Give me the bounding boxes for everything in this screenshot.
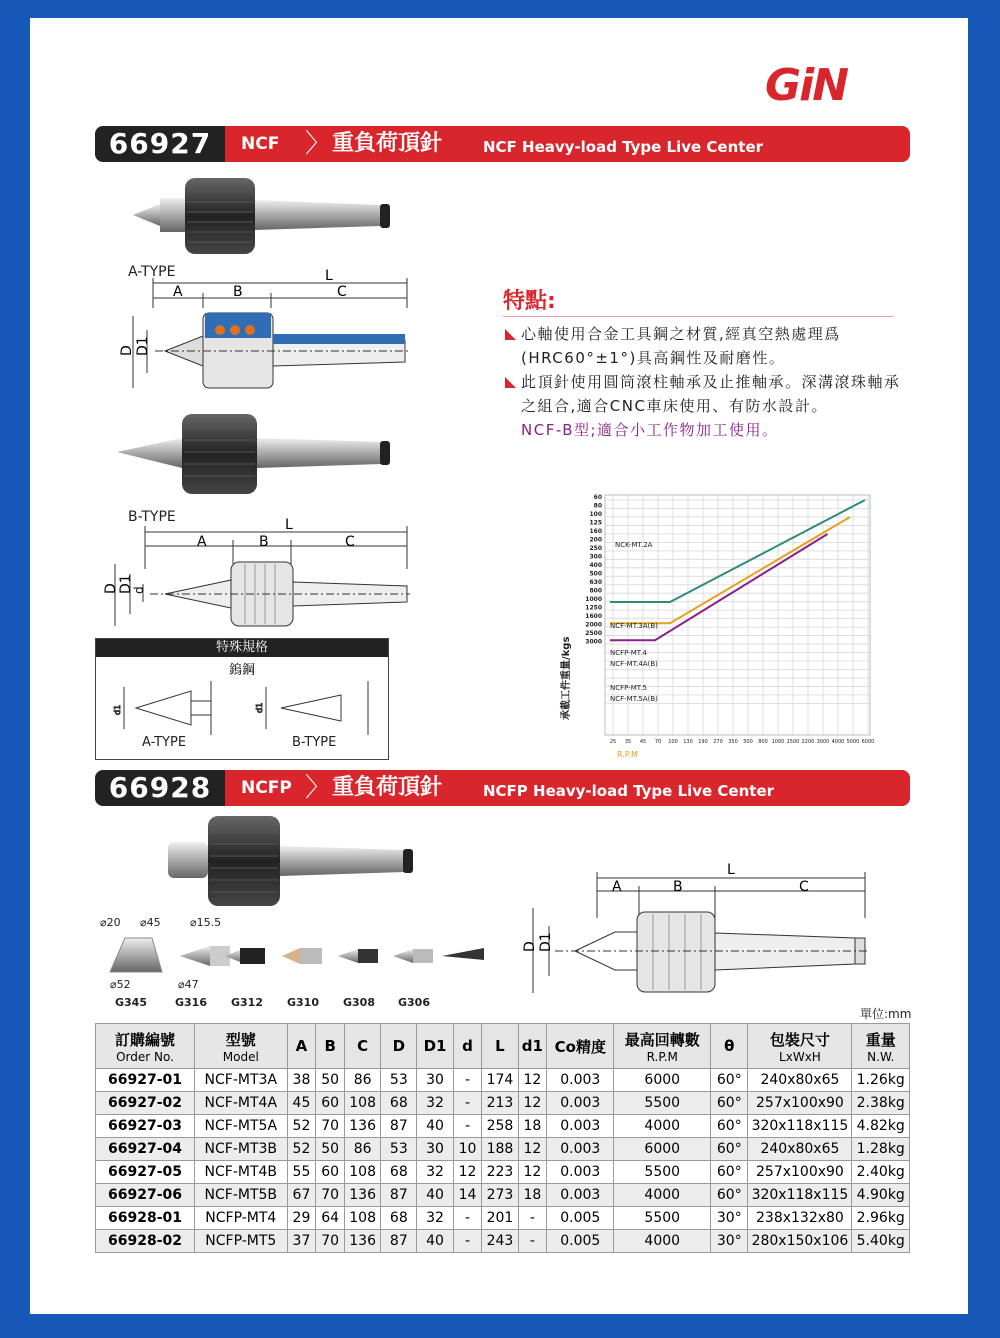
header-sublabel: LxWxH: [779, 1049, 821, 1064]
table-cell: 2.96kg: [852, 1207, 910, 1230]
table-cell: 60: [316, 1092, 345, 1115]
unit-label: 單位:mm: [860, 1007, 912, 1021]
table-cell: -: [453, 1092, 482, 1115]
header-label: B: [324, 1037, 336, 1055]
table-cell: 188: [482, 1138, 518, 1161]
tip-g308: G308: [343, 996, 375, 1009]
table-cell: 0.003: [547, 1161, 614, 1184]
legend-ncf-mt3a: NCF-MT.3A(B): [610, 622, 658, 630]
table-cell: 50: [316, 1138, 345, 1161]
y-tick-label: 2000: [585, 621, 602, 629]
special-spec-box: [95, 638, 389, 760]
section-title-en-2: NCFP Heavy-load Type Live Center: [483, 782, 775, 800]
x-tick-label: 70: [654, 739, 662, 745]
table-cell: 12: [518, 1069, 547, 1092]
y-tick-label: 60: [593, 494, 602, 501]
header-label: 訂購編號: [114, 1030, 175, 1049]
tip-dia20: ⌀20: [100, 916, 121, 929]
table-cell: 273: [482, 1184, 518, 1207]
dim-c: C: [337, 284, 347, 300]
special-spec-material: 鎢鋼: [228, 663, 255, 678]
table-cell: 320x118x115: [748, 1184, 852, 1207]
dim-d1-p: D1: [538, 932, 554, 952]
table-header-4: [345, 1024, 381, 1069]
table-cell: 258: [482, 1115, 518, 1138]
dim-a-p: A: [612, 879, 622, 895]
header-label: 包裝尺寸: [769, 1030, 830, 1049]
section-banner-66928: [95, 770, 910, 806]
dim-l: L: [325, 268, 333, 284]
table-cell: 55: [287, 1161, 316, 1184]
header-label: D: [392, 1037, 406, 1055]
table-cell: 0.005: [547, 1230, 614, 1253]
table-row: [96, 1115, 910, 1138]
table-cell: 201: [482, 1207, 518, 1230]
x-tick-label: 130: [683, 739, 693, 745]
table-cell: 52: [287, 1138, 316, 1161]
y-tick-label: 630: [589, 579, 602, 586]
dim-d1: D1: [135, 336, 151, 356]
header-label: d: [462, 1037, 473, 1055]
table-cell: 30: [417, 1138, 453, 1161]
table-cell: 70: [316, 1230, 345, 1253]
table-cell: 238x132x80: [748, 1207, 852, 1230]
table-cell: 6000: [614, 1138, 711, 1161]
feature-item-1: 心軸使用合金工具鋼之材質,經真空熱處理爲(HRC60°±1°)具高鋼性及耐磨性。: [503, 322, 903, 370]
table-cell: 60°: [711, 1069, 748, 1092]
table-row: [96, 1069, 910, 1092]
chart-xlabel: R.P.M: [617, 750, 638, 759]
table-header-9: [518, 1024, 547, 1069]
dim-d1-b: D1: [118, 574, 134, 594]
table-cell: 53: [381, 1138, 417, 1161]
table-cell: NCF-MT5B: [194, 1184, 287, 1207]
x-tick-label: 190: [698, 739, 708, 745]
table-cell: 240x80x65: [748, 1138, 852, 1161]
table-cell: 240x80x65: [748, 1069, 852, 1092]
y-tick-label: 1250: [585, 604, 602, 612]
legend-nck-mt2a: NCK-MT.2A: [615, 541, 653, 549]
table-header-7: [453, 1024, 482, 1069]
table-cell: -: [453, 1115, 482, 1138]
table-cell: NCF-MT4B: [194, 1161, 287, 1184]
y-tick-label: 1600: [585, 613, 602, 620]
table-cell: 30°: [711, 1230, 748, 1253]
table-cell: 60°: [711, 1161, 748, 1184]
table-cell: 60°: [711, 1092, 748, 1115]
table-cell: 45: [287, 1092, 316, 1115]
table-cell: 66928-02: [96, 1230, 195, 1253]
table-cell: 86: [345, 1069, 381, 1092]
table-cell: 37: [287, 1230, 316, 1253]
dim-a-b: A: [197, 534, 207, 550]
x-tick-label: 1500: [786, 739, 800, 745]
table-cell: 0.003: [547, 1184, 614, 1207]
table-cell: 12: [518, 1092, 547, 1115]
type-a-label: A-TYPE: [128, 264, 176, 280]
section-code-2: NCFP: [241, 778, 292, 798]
table-cell: NCF-MT5A: [194, 1115, 287, 1138]
table-cell: 53: [381, 1069, 417, 1092]
legend-ncfp-mt4: NCFP-MT.4: [610, 649, 647, 657]
table-cell: 30: [417, 1069, 453, 1092]
table-cell: -: [453, 1207, 482, 1230]
dim-b-p: B: [673, 879, 683, 895]
section-banner-66927: [95, 126, 910, 162]
y-tick-label: 200: [589, 536, 602, 544]
table-row: [96, 1092, 910, 1115]
table-row: [96, 1230, 910, 1253]
table-cell: NCFP-MT4: [194, 1207, 287, 1230]
y-tick-label: 160: [589, 528, 602, 535]
table-cell: 280x150x106: [748, 1230, 852, 1253]
table-cell: -: [518, 1230, 547, 1253]
legend-ncf-mt5a: NCF-MT.5A(B): [610, 695, 658, 703]
table-cell: 257x100x90: [748, 1161, 852, 1184]
dim-b: B: [233, 284, 243, 300]
table-cell: 50: [316, 1069, 345, 1092]
table-row: [96, 1161, 910, 1184]
table-cell: 86: [345, 1138, 381, 1161]
table-cell: 68: [381, 1207, 417, 1230]
dim-b-b: B: [259, 534, 269, 550]
header-sublabel: R.P.M: [646, 1049, 678, 1064]
table-cell: 14: [453, 1184, 482, 1207]
table-cell: 136: [345, 1184, 381, 1207]
table-cell: 108: [345, 1207, 381, 1230]
dim-c-b: C: [345, 534, 355, 550]
x-tick-label: 2200: [801, 739, 815, 745]
table-cell: 5500: [614, 1207, 711, 1230]
table-cell: NCF-MT3B: [194, 1138, 287, 1161]
table-cell: 2.38kg: [852, 1092, 910, 1115]
chevron-icon: 〉: [305, 129, 332, 159]
features-title: 特點:: [503, 289, 556, 314]
table-cell: 66927-06: [96, 1184, 195, 1207]
table-cell: 29: [287, 1207, 316, 1230]
table-cell: 4.82kg: [852, 1115, 910, 1138]
feature-note: NCF-B型;適合小工作物加工使用。: [521, 421, 779, 439]
y-tick-label: 400: [589, 562, 602, 569]
dim-a: A: [173, 284, 183, 300]
special-spec-drawing: [106, 679, 386, 737]
table-header-10: [547, 1024, 614, 1069]
legend-ncf-mt4a: NCF-MT.4A(B): [610, 660, 658, 668]
table-cell: -: [518, 1207, 547, 1230]
table-cell: 223: [482, 1161, 518, 1184]
load-rpm-chart: [555, 490, 875, 765]
header-label: Co精度: [554, 1037, 606, 1056]
table-header-3: [316, 1024, 345, 1069]
table-cell: 0.003: [547, 1092, 614, 1115]
table-cell: 66927-02: [96, 1092, 195, 1115]
x-tick-label: 3000: [816, 739, 830, 745]
table-header-0: [96, 1024, 195, 1069]
table-cell: 18: [518, 1115, 547, 1138]
table-cell: 1.26kg: [852, 1069, 910, 1092]
x-tick-label: 500: [743, 739, 753, 745]
table-cell: 70: [316, 1184, 345, 1207]
table-cell: 108: [345, 1092, 381, 1115]
table-cell: 5500: [614, 1092, 711, 1115]
table-cell: 0.003: [547, 1138, 614, 1161]
table-header-12: [711, 1024, 748, 1069]
table-cell: 38: [287, 1069, 316, 1092]
x-tick-label: 350: [728, 739, 738, 745]
x-tick-label: 270: [713, 739, 723, 745]
table-cell: 243: [482, 1230, 518, 1253]
special-d1-b: d1: [255, 702, 264, 713]
dim-d-small: d: [132, 586, 146, 594]
table-row: [96, 1184, 910, 1207]
table-cell: 4.90kg: [852, 1184, 910, 1207]
table-cell: 67: [287, 1184, 316, 1207]
y-tick-label: 1000: [585, 596, 602, 603]
table-cell: 64: [316, 1207, 345, 1230]
chart-ylabel: 承載工件重量/kgs: [561, 636, 572, 720]
tip-g310: G310: [287, 996, 319, 1009]
table-cell: 320x118x115: [748, 1115, 852, 1138]
product-photo-ncfp: [160, 812, 420, 912]
table-header-14: [852, 1024, 910, 1069]
table-cell: 32: [417, 1207, 453, 1230]
table-header-6: [417, 1024, 453, 1069]
dim-d-p: D: [522, 941, 538, 952]
dim-l-p: L: [727, 862, 735, 878]
tip-g316: G316: [175, 996, 207, 1009]
table-header-11: [614, 1024, 711, 1069]
section-title-zh-2: 重負荷頂針: [332, 775, 443, 800]
product-photo-ncf-b: [112, 410, 397, 505]
table-cell: 0.005: [547, 1207, 614, 1230]
header-label: d1: [521, 1037, 543, 1055]
table-header-13: [748, 1024, 852, 1069]
features-divider: [503, 316, 893, 317]
brand-logo: GiN: [765, 60, 848, 111]
tip-dia47: ⌀47: [178, 978, 199, 991]
product-photo-ncf-a: [125, 172, 395, 262]
x-tick-label: 35: [624, 739, 632, 745]
header-label: 型號: [225, 1030, 256, 1049]
table-cell: 66927-03: [96, 1115, 195, 1138]
table-cell: -: [453, 1069, 482, 1092]
type-a-drawing: [95, 268, 425, 393]
table-header-1: [194, 1024, 287, 1069]
chevron-icon: 〉: [305, 773, 332, 803]
table-cell: 10: [453, 1138, 482, 1161]
table-cell: 66927-04: [96, 1138, 195, 1161]
table-row: [96, 1138, 910, 1161]
y-tick-label: 2500: [585, 630, 602, 637]
table-cell: 136: [345, 1230, 381, 1253]
y-tick-label: 3000: [585, 638, 602, 646]
dim-c-p: C: [799, 879, 809, 895]
table-cell: 257x100x90: [748, 1092, 852, 1115]
section-code: NCF: [241, 134, 280, 154]
y-tick-label: 80: [593, 502, 602, 510]
table-cell: 6000: [614, 1069, 711, 1092]
x-tick-label: 800: [758, 739, 768, 745]
header-label: L: [495, 1037, 505, 1055]
table-cell: 1.28kg: [852, 1138, 910, 1161]
x-tick-label: 5000: [846, 739, 860, 745]
table-cell: 5.40kg: [852, 1230, 910, 1253]
x-tick-label: 100: [668, 739, 678, 745]
table-cell: 213: [482, 1092, 518, 1115]
table-cell: 5500: [614, 1161, 711, 1184]
y-tick-label: 300: [589, 553, 602, 561]
table-cell: 0.003: [547, 1069, 614, 1092]
x-tick-label: 4000: [831, 739, 845, 745]
header-label: A: [295, 1037, 308, 1055]
table-cell: 66927-05: [96, 1161, 195, 1184]
dim-l-b: L: [285, 517, 293, 533]
special-d1-a: d1: [113, 704, 122, 715]
table-cell: 18: [518, 1184, 547, 1207]
table-header-2: [287, 1024, 316, 1069]
x-tick-label: 6000: [861, 739, 875, 745]
x-tick-label: 1000: [771, 739, 785, 745]
tip-dia52: ⌀52: [110, 978, 131, 991]
table-cell: 60°: [711, 1138, 748, 1161]
ncfp-drawing: [515, 858, 875, 998]
header-label: D1: [423, 1037, 447, 1055]
table-cell: 32: [417, 1161, 453, 1184]
table-cell: 2.40kg: [852, 1161, 910, 1184]
dim-d: D: [119, 345, 135, 356]
table-cell: 108: [345, 1161, 381, 1184]
table-cell: 66927-01: [96, 1069, 195, 1092]
type-b-label: B-TYPE: [128, 509, 176, 525]
header-label: 重量: [865, 1030, 896, 1049]
table-header-8: [482, 1024, 518, 1069]
type-b-drawing: [95, 514, 425, 634]
header-label: θ: [724, 1037, 735, 1055]
legend-ncfp-mt5: NCFP-MT.5: [610, 684, 647, 692]
section-number: 66927: [95, 126, 225, 162]
table-cell: 60°: [711, 1115, 748, 1138]
table-cell: 40: [417, 1184, 453, 1207]
table-cell: -: [453, 1230, 482, 1253]
table-cell: 30°: [711, 1207, 748, 1230]
table-cell: 40: [417, 1230, 453, 1253]
table-cell: 0.003: [547, 1115, 614, 1138]
features-list: [503, 322, 903, 442]
table-cell: 87: [381, 1184, 417, 1207]
y-tick-label: 250: [589, 545, 602, 552]
header-label: 最高回轉數: [624, 1030, 700, 1049]
y-tick-label: 100: [589, 511, 602, 518]
table-cell: NCF-MT3A: [194, 1069, 287, 1092]
table-cell: 60: [316, 1161, 345, 1184]
table-cell: 87: [381, 1115, 417, 1138]
section-title-zh: 重負荷頂針: [332, 131, 443, 156]
spec-table: [95, 1023, 910, 1253]
table-cell: 60°: [711, 1184, 748, 1207]
tip-dia15-5: ⌀15.5: [190, 916, 222, 929]
tip-g306: G306: [398, 996, 430, 1009]
y-tick-label: 500: [589, 570, 602, 578]
header-sublabel: Model: [222, 1049, 259, 1064]
section-title-en: NCF Heavy-load Type Live Center: [483, 138, 764, 156]
table-cell: NCF-MT4A: [194, 1092, 287, 1115]
special-type-b: B-TYPE: [292, 735, 337, 750]
table-cell: 68: [381, 1161, 417, 1184]
tip-g345: G345: [115, 996, 147, 1009]
table-row: [96, 1207, 910, 1230]
table-cell: 12: [518, 1138, 547, 1161]
header-label: C: [357, 1037, 369, 1055]
x-tick-label: 45: [639, 739, 647, 745]
table-cell: 4000: [614, 1115, 711, 1138]
table-cell: 40: [417, 1115, 453, 1138]
table-cell: 12: [518, 1161, 547, 1184]
table-cell: 70: [316, 1115, 345, 1138]
y-tick-label: 800: [589, 587, 602, 595]
tip-g312: G312: [231, 996, 263, 1009]
table-cell: NCFP-MT5: [194, 1230, 287, 1253]
table-cell: 52: [287, 1115, 316, 1138]
table-cell: 68: [381, 1092, 417, 1115]
special-spec-header: 特殊規格: [96, 639, 388, 657]
table-header-5: [381, 1024, 417, 1069]
header-sublabel: Order No.: [116, 1049, 174, 1064]
tip-set-drawing: [100, 930, 500, 985]
table-cell: 174: [482, 1069, 518, 1092]
dim-d-b: D: [103, 583, 119, 594]
table-cell: 4000: [614, 1230, 711, 1253]
tip-dia45: ⌀45: [140, 916, 161, 929]
table-cell: 136: [345, 1115, 381, 1138]
special-type-a: A-TYPE: [142, 735, 187, 750]
x-tick-label: 25: [609, 739, 617, 745]
y-tick-label: 125: [589, 519, 602, 527]
table-cell: 12: [453, 1161, 482, 1184]
table-cell: 66928-01: [96, 1207, 195, 1230]
feature-item-2: 此頂針使用圓筒滾柱軸承及止推軸承。深溝滾珠軸承之組合,適合CNC車床使用、有防水設計。: [503, 370, 903, 418]
table-cell: 87: [381, 1230, 417, 1253]
table-cell: 4000: [614, 1184, 711, 1207]
table-cell: 32: [417, 1092, 453, 1115]
section-number-2: 66928: [95, 770, 225, 806]
header-sublabel: N.W.: [867, 1049, 895, 1064]
